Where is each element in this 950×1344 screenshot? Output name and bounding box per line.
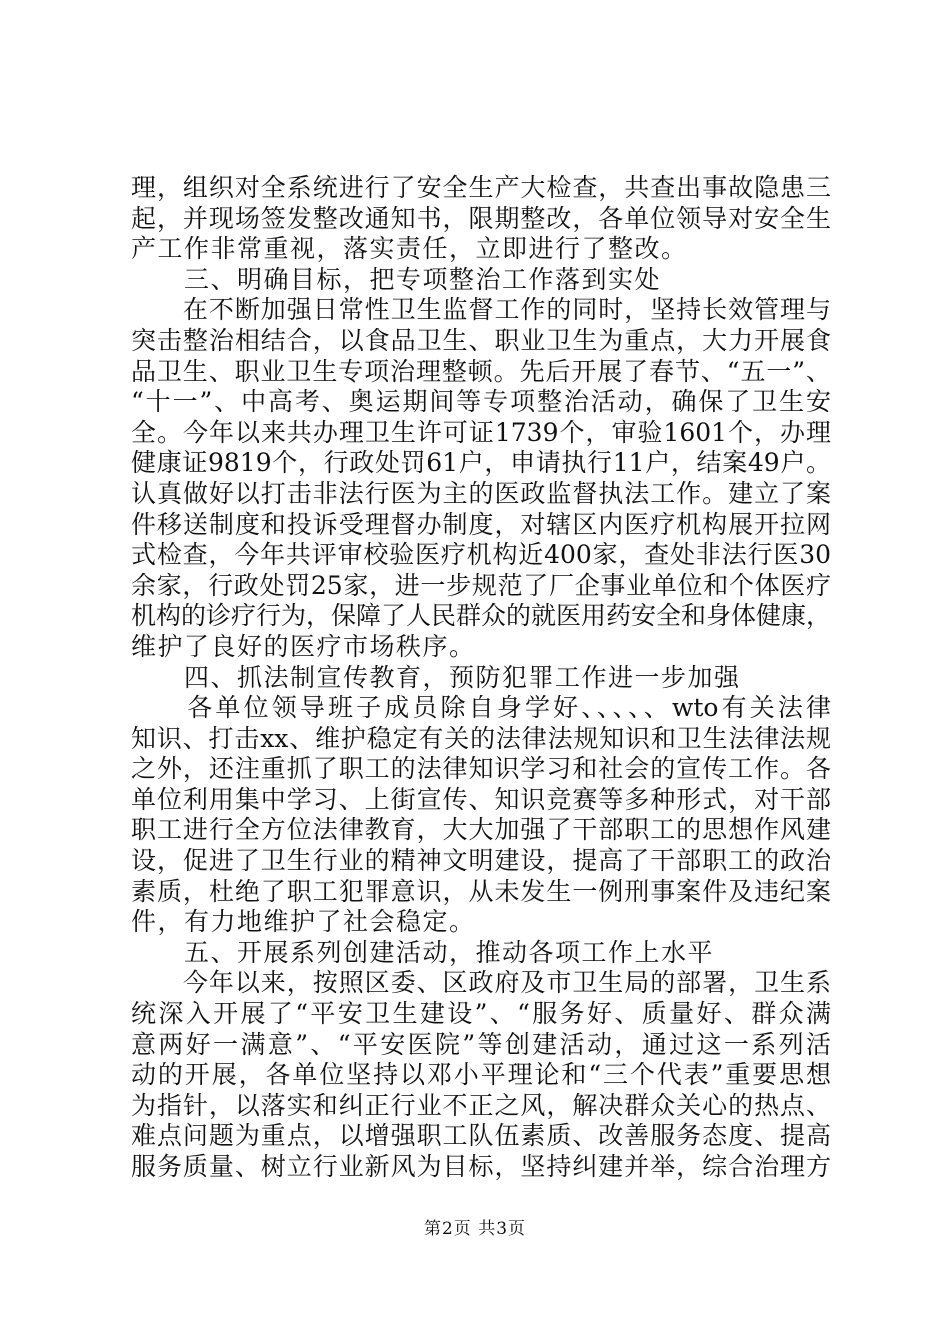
text-line: 件移送制度和投诉受理督办制度，对辖区内医疗机构展开拉网 — [131, 509, 831, 539]
text-line: 动的开展，各单位坚持以邓小平理论和“三个代表”重要思想 — [131, 1060, 831, 1090]
text-line: 机构的诊疗行为，保障了人民群众的就医用药安全和身体健康， — [131, 601, 832, 631]
text-line: 四、抓法制宣传教育，预防犯罪工作进一步加强 — [131, 662, 741, 692]
text-line: 难点问题为重点，以增强职工队伍素质、改善服务态度、提高 — [131, 1121, 831, 1151]
text-line: 为指针，以落实和纠正行业不正之风，解决群众关心的热点、 — [131, 1090, 831, 1120]
text-line: 产工作非常重视，落实责任，立即进行了整改。 — [131, 234, 688, 264]
text-line: 设，促进了卫生行业的精神文明建设，提高了干部职工的政治 — [131, 846, 831, 876]
text-line: 今年以来，按照区委、区政府及市卫生局的部署，卫生系 — [131, 968, 831, 998]
text-line: 职工进行全方位法律教育，大大加强了干部职工的思想作风建 — [131, 815, 831, 845]
document-body — [131, 173, 831, 1183]
text-line: 式检查，今年共评审校验医疗机构近400家，查处非法行医30 — [131, 540, 831, 570]
text-line: 知识、打击xx、维护稳定有关的法律法规知识和卫生法律法规 — [131, 723, 831, 753]
text-line: 件，有力地维护了社会稳定。 — [131, 907, 476, 937]
text-line: 三、明确目标，把专项整治工作落到实处 — [131, 264, 662, 294]
text-line: 服务质量、树立行业新风为目标，坚持纠建并举，综合治理方 — [131, 1152, 831, 1181]
text-line: 起，并现场签发整改通知书，限期整改，各单位领导对安全生 — [131, 203, 831, 233]
text-line: 全。今年以来共办理卫生许可证1739个，审验1601个，办理 — [131, 417, 831, 447]
text-line: 维护了良好的医疗市场秩序。 — [131, 631, 476, 661]
text-line: 品卫生、职业卫生专项治理整顿。先后开展了春节、“五一”、 — [131, 356, 831, 386]
text-line: 素质，杜绝了职工犯罪意识，从未发生一例刑事案件及违纪案 — [131, 876, 831, 906]
text-line: 单位利用集中学习、上街宣传、知识竞赛等多种形式，对干部 — [131, 784, 831, 814]
text-line: 理，组织对全系统进行了安全生产大检查，共查出事故隐患三 — [131, 173, 831, 202]
text-line: 统深入开展了“平安卫生建设”、“服务好、质量好、群众满 — [131, 999, 831, 1029]
text-line: 健康证9819个，行政处罚61户，申请执行11户，结案49户。 — [131, 448, 831, 478]
text-line: 余家，行政处罚25家，进一步规范了厂企事业单位和个体医疗 — [131, 570, 831, 600]
text-line: 之外，还注重抓了职工的法律知识学习和社会的宣传工作。各 — [131, 754, 831, 784]
text-line: “十一”、中高考、奥运期间等专项整治活动，确保了卫生安 — [131, 387, 831, 417]
text-line: 在不断加强日常性卫生监督工作的同时，坚持长效管理与 — [131, 295, 831, 325]
text-line: 意两好一满意”、“平安医院”等创建活动，通过这一系列活 — [131, 1029, 831, 1059]
text-line: 认真做好以打击非法行医为主的医政监督执法工作。建立了案 — [131, 478, 831, 508]
text-line: 各单位领导班子成员除自身学好、、、、、wto有关法律 — [131, 693, 831, 723]
page-footer: 第2页 共3页 — [423, 1219, 527, 1239]
text-line: 五、开展系列创建活动，推动各项工作上水平 — [131, 937, 715, 967]
text-line: 突击整治相结合，以食品卫生、职业卫生为重点，大力开展食 — [131, 325, 831, 355]
